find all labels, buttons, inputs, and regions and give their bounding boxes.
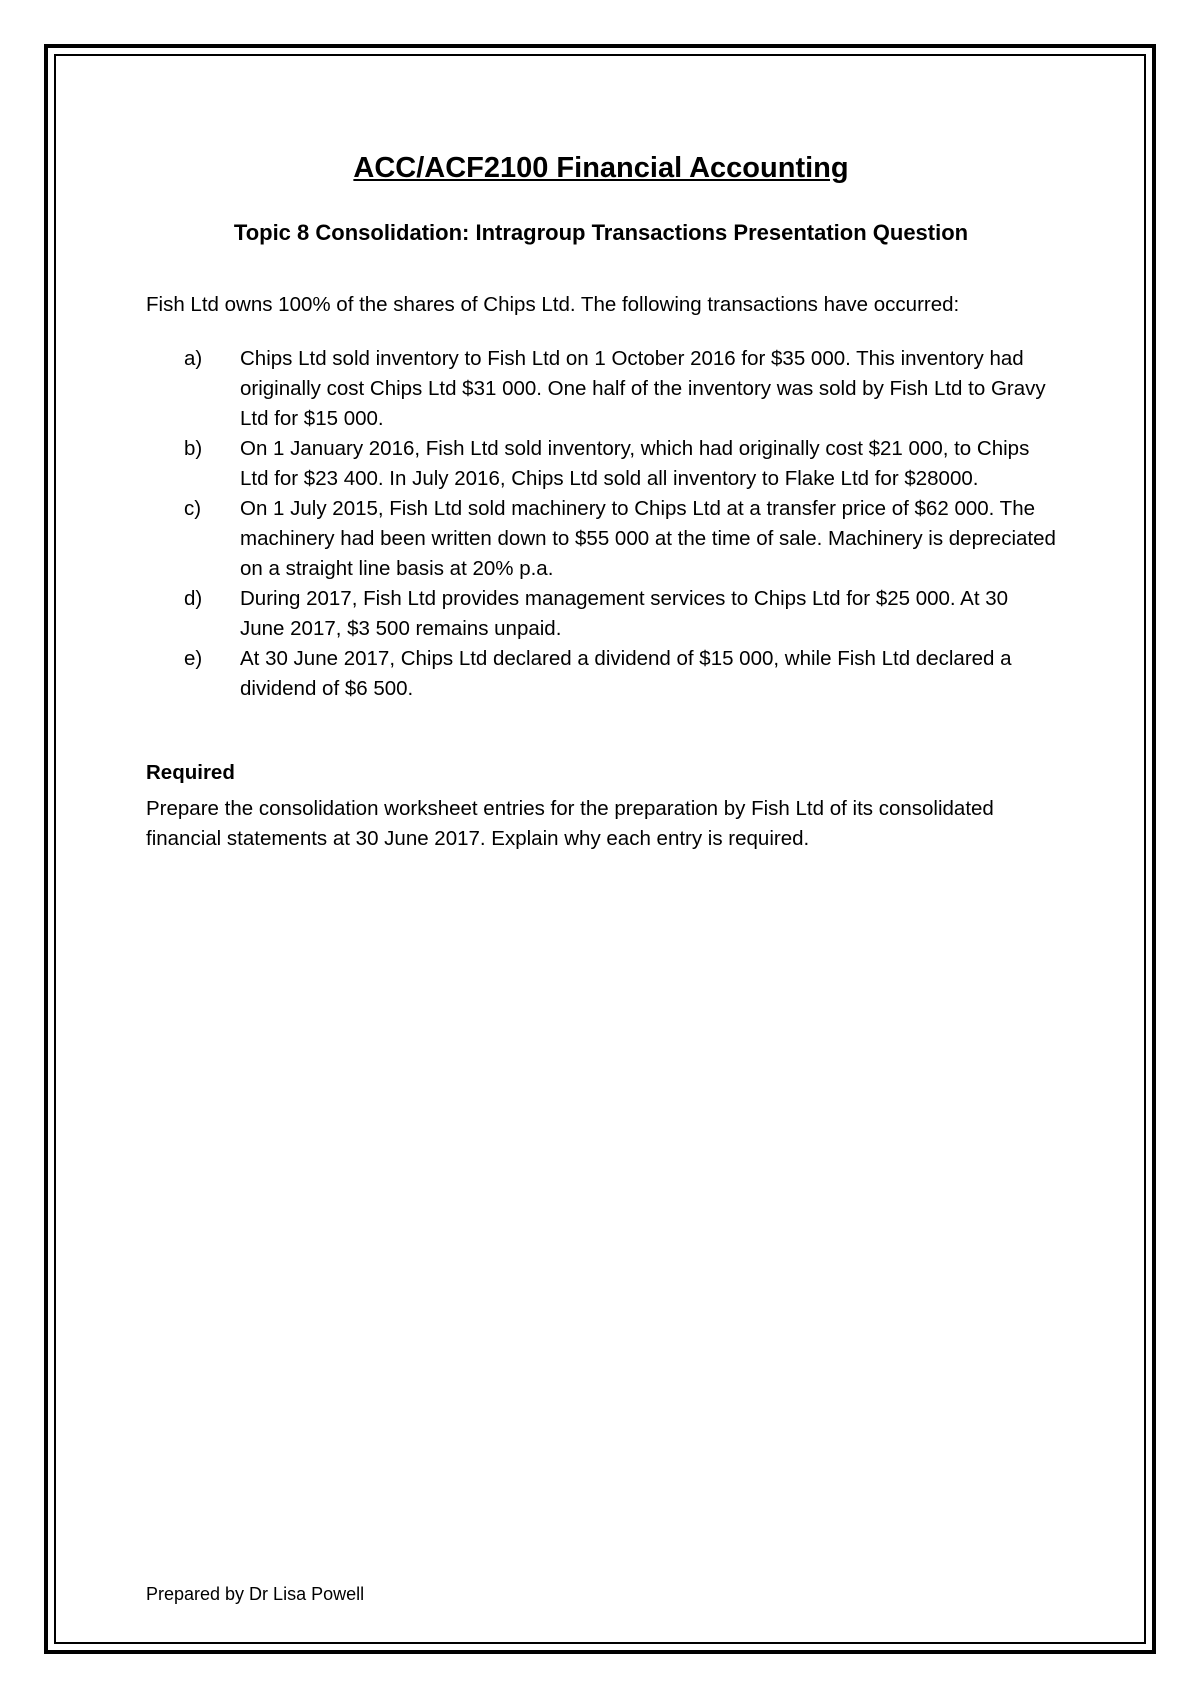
document-subtitle: Topic 8 Consolidation: Intragroup Transactions Presentation Question [233, 220, 969, 245]
transaction-text: At 30 June 2017, Chips Ltd declared a dividend of $15 000, while Fish Ltd declared a dividend of $6 500. [240, 647, 1012, 700]
transaction-letter: d) [184, 587, 203, 610]
transaction-item-b [146, 434, 1056, 494]
transaction-item-a [146, 344, 1056, 434]
transaction-text: Chips Ltd sold inventory to Fish Ltd on 1 October 2016 for $35 000. This inventory had originally cost Chips Ltd $31 000. One half of the inventory was sold by Fish Ltd to Gravy Ltd for $15 000. [240, 347, 1046, 430]
intro-paragraph: Fish Ltd owns 100% of the shares of Chips Ltd. The following transactions have occurred: [146, 293, 960, 316]
transaction-text: On 1 January 2016, Fish Ltd sold inventory, which had originally cost $21 000, to Chips Ltd for $23 400. In July 2016, Chips Ltd sold all inventory to Flake Ltd for $28000. [240, 437, 1030, 490]
required-text: Prepare the consolidation worksheet entries for the preparation by Fish Ltd of its consolidated financial statements at 30 June 2017. Explain why each entry is required. [146, 797, 994, 850]
transaction-letter: e) [184, 647, 203, 670]
document-content [146, 148, 1056, 854]
required-heading: Required [146, 761, 235, 784]
document-title: ACC/ACF2100 Financial Accounting [353, 152, 849, 184]
transaction-item-c [146, 494, 1056, 584]
transaction-text: On 1 July 2015, Fish Ltd sold machinery to Chips Ltd at a transfer price of $62 000. The machinery had been written down to $55 000 at the time of sale. Machinery is depreciated on a straight line basis at 20% p.a. [240, 497, 1056, 580]
transaction-list [146, 344, 1056, 704]
transaction-item-e [146, 644, 1056, 704]
transaction-item-d [146, 584, 1056, 644]
transaction-letter: b) [184, 437, 203, 460]
transaction-letter: a) [184, 347, 203, 370]
transaction-text: During 2017, Fish Ltd provides management services to Chips Ltd for $25 000. At 30 June 2017, $3 500 remains unpaid. [240, 587, 1009, 640]
footer-author: Prepared by Dr Lisa Powell [146, 1584, 365, 1604]
transaction-letter: c) [184, 497, 202, 520]
